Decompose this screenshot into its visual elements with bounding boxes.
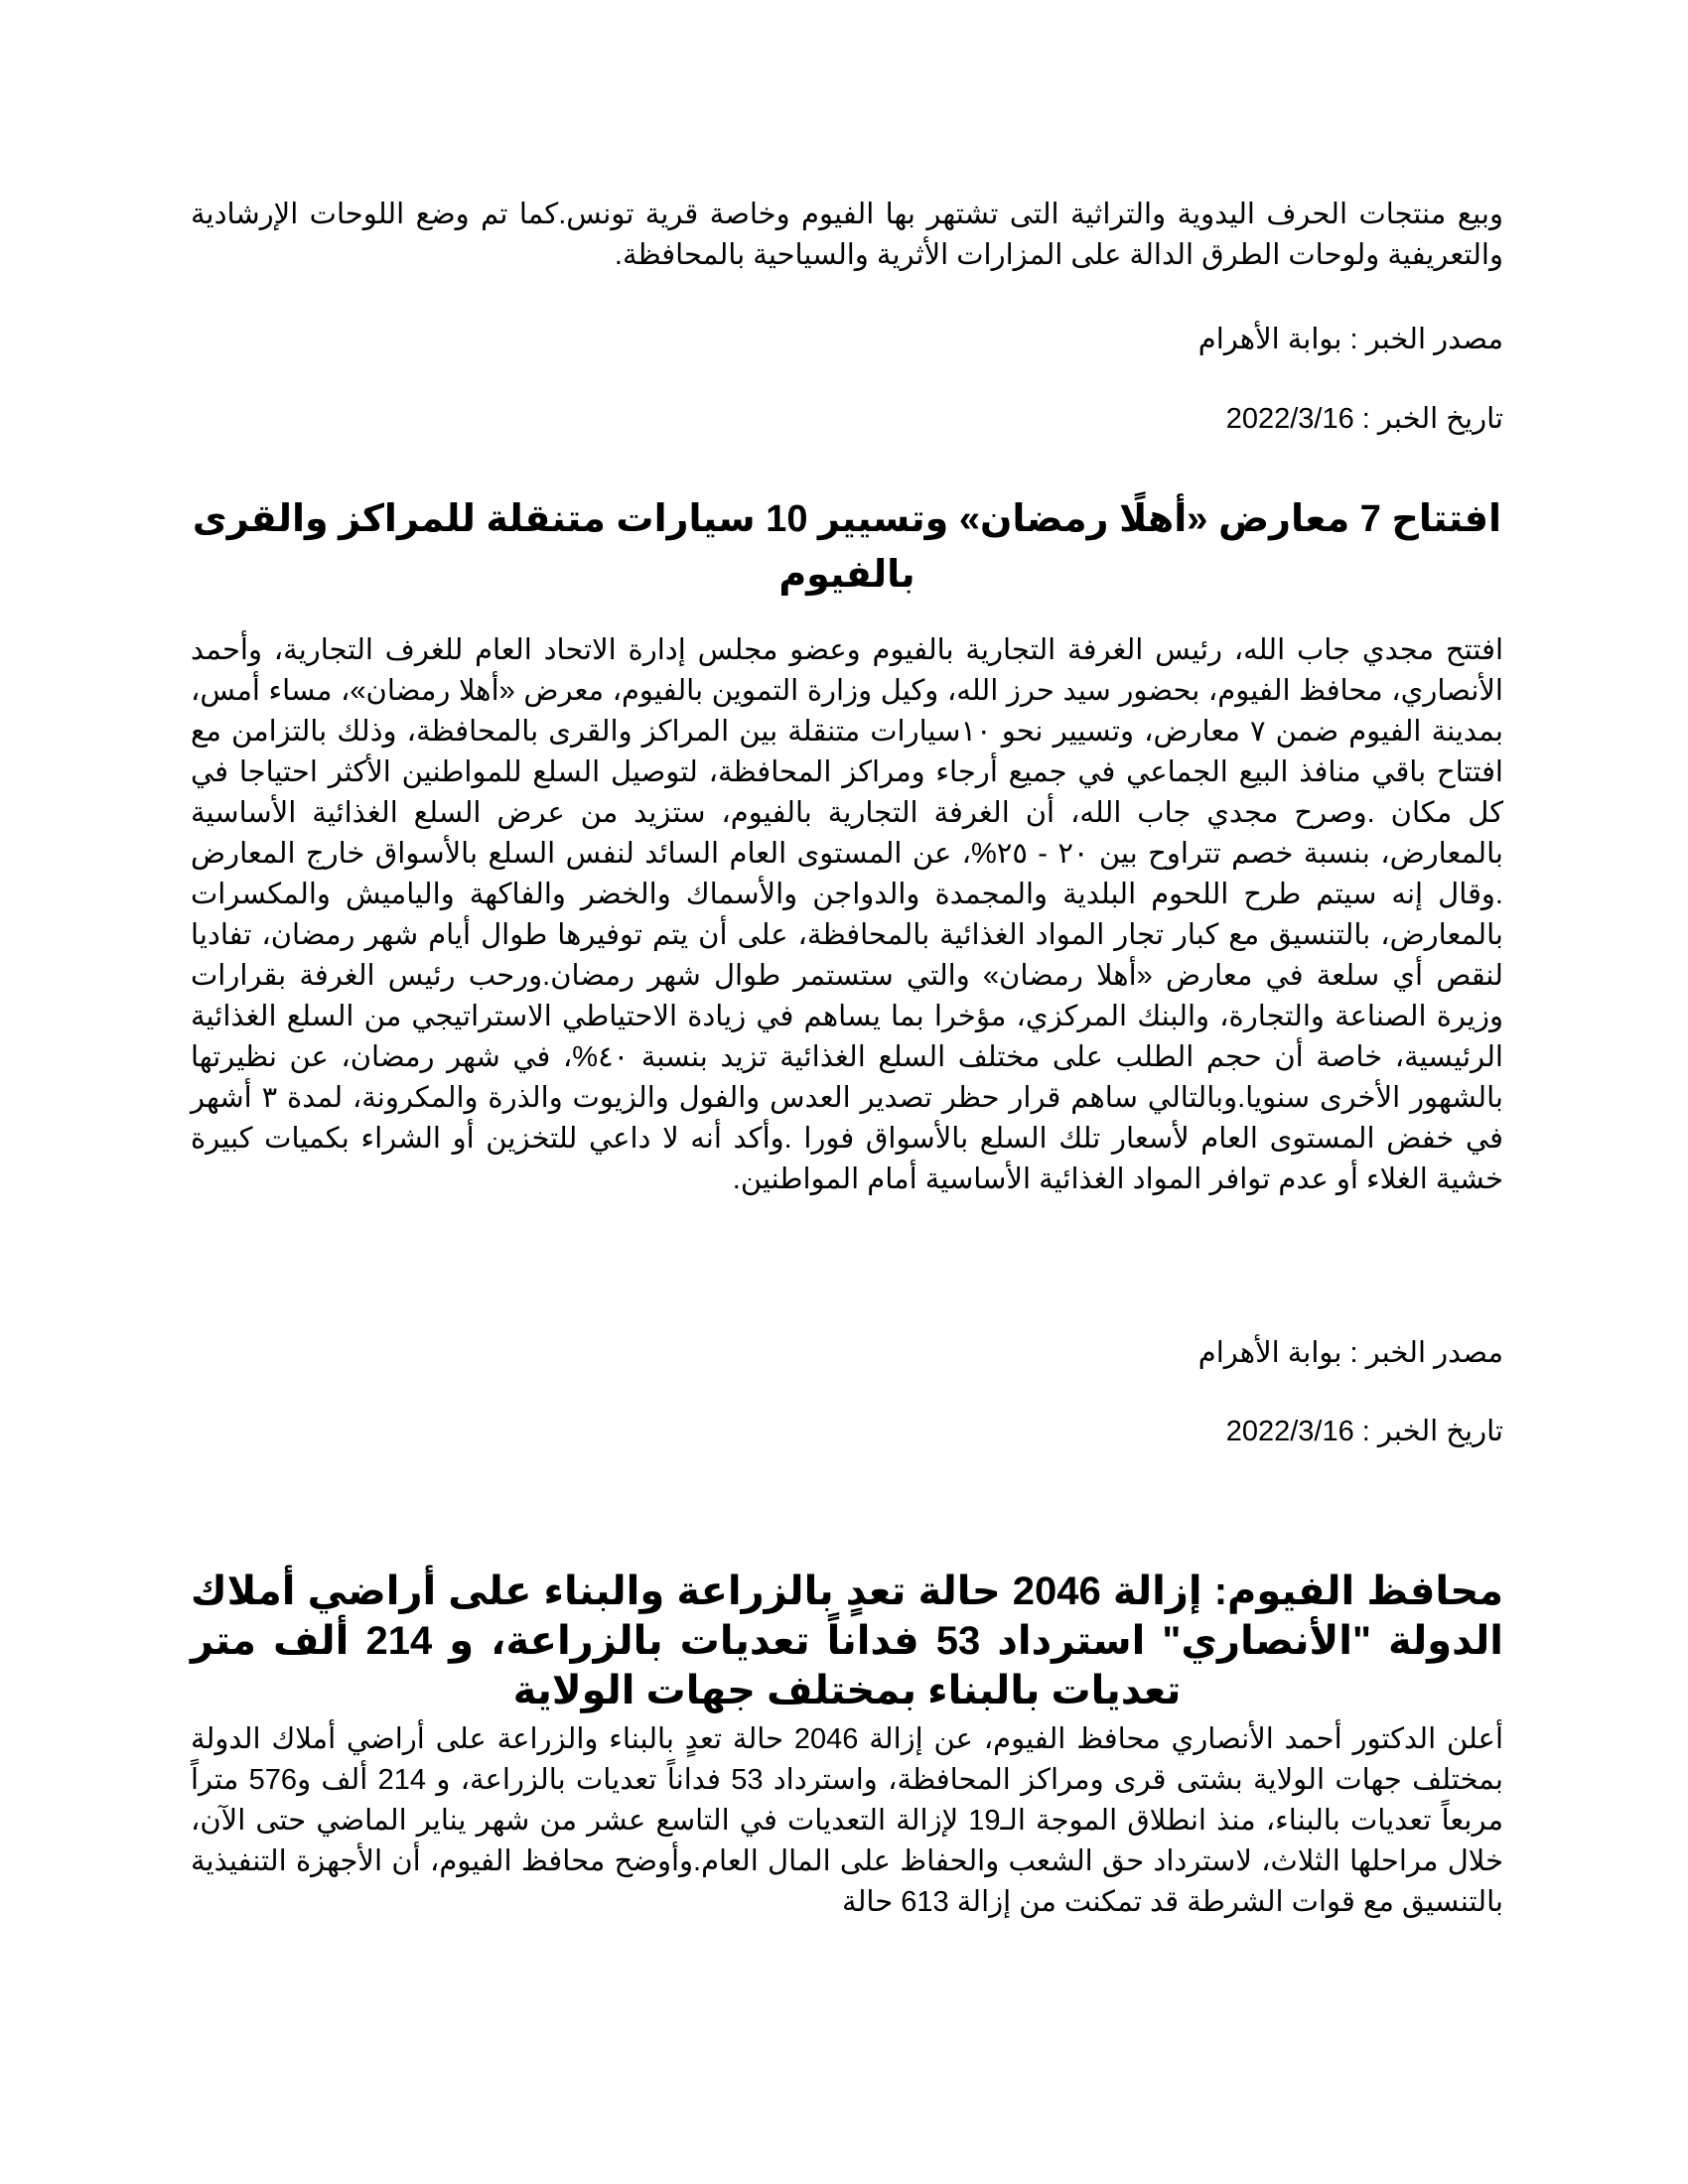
article-title: محافظ الفيوم: إزالة 2046 حالة تعدٍ بالزراعة والبناء على أراضي أملاك الدولة "الأنصاري" استرداد 53 فداناً تعديات بالزراعة، و 214 ألف متر تعديات بالبناء بمختلف جهات الولاية <box>191 1570 1504 1712</box>
news-source: مصدر الخبر : بوابة الأهرام <box>1197 324 1503 355</box>
intro-paragraph: وبيع منتجات الحرف اليدوية والتراثية التى تشتهر بها الفيوم وخاصة قرية تونس.كما تم وضع اللوحات الإرشادية والتعريفية ولوحات الطرق الدالة على المزارات الأثرية والسياحية بالمحافظة. <box>191 199 1503 271</box>
news-source: مصدر الخبر : بوابة الأهرام <box>1197 1337 1503 1369</box>
news-date: تاريخ الخبر : 2022/3/16 <box>1225 1416 1503 1447</box>
news-date: تاريخ الخبر : 2022/3/16 <box>1225 403 1503 435</box>
article-title: افتتاح 7 معارض «أهلًا رمضان» وتسيير 10 سيارات متنقلة للمراكز والقرى بالفيوم <box>192 498 1502 596</box>
article-body: افتتح مجدي جاب الله، رئيس الغرفة التجارية بالفيوم وعضو مجلس إدارة الاتحاد العام للغرف التجارية، وأحمد الأنصاري، محافظ الفيوم، بحضور سيد حرز الله، وكيل وزارة التموين بالفيوم، معرض «أهلا رمضان»، مساء أمس، بمدينة الفيوم ضمن ٧ معارض، وتسيير نحو ١٠سيارات متنقلة بين المراكز والقرى بالمحافظة، وذلك بالتزامن مع افتتاح باقي منافذ البيع الجماعي في جميع أرجاء ومراكز المحافظة، لتوصيل السلع للمواطنين الأكثر احتياجا في كل مكان .وصرح مجدي جاب الله، أن الغرفة التجارية بالفيوم، ستزيد من عرض السلع الغذائية الأساسية بالمعارض، بنسبة خصم تتراوح بين ٢٠ - ٢٥%، عن المستوى العام السائد لنفس السلع بالأسواق خارج المعارض .وقال إنه سيتم طرح اللحوم البلدية والمجمدة والدواجن والأسماك والخضر والفاكهة والياميش والمكسرات بالمعارض، بالتنسيق مع كبار تجار المواد الغذائية بالمحافظة، على أن يتم توفيرها طوال أيام شهر رمضان، تفاديا لنقص أي سلعة في معارض «أهلا رمضان» والتي ستستمر طوال شهر رمضان.ورحب رئيس الغرفة بقرارات وزيرة الصناعة والتجارة، والبنك المركزي، مؤخرا بما يساهم في زيادة الاحتياطي الاستراتيجي من السلع الغذائية الرئيسية، خاصة أن حجم الطلب على مختلف السلع الغذائية تزيد بنسبة ٤٠%، في شهر رمضان، عن نظيرتها بالشهور الأخرى سنويا.وبالتالي ساهم قرار حظر تصدير العدس والفول والزيوت والذرة والمكرونة، لمدة ٣ أشهر في خفض المستوى العام لأسعار تلك السلع بالأسواق فورا .وأكد أنه لا داعي للتخزين أو الشراء بكميات كبيرة خشية الغلاء أو عدم توافر المواد الغذائية الأساسية أمام المواطنين. <box>191 634 1504 1195</box>
article-body: أعلن الدكتور أحمد الأنصاري محافظ الفيوم، عن إزالة 2046 حالة تعدٍ بالبناء والزراعة على أراضي أملاك الدولة بمختلف جهات الولاية بشتى قرى ومراكز المحافظة، واسترداد 53 فداناً تعديات بالزراعة، و 214 ألف و576 متراً مربعاً تعديات بالبناء، منذ انطلاق الموجة الـ19 لإزالة التعديات في التاسع عشر من شهر يناير الماضي حتى الآن، خلال مراحلها الثلاث، لاسترداد حق الشعب والحفاظ على المال العام.وأوضح محافظ الفيوم، أن الأجهزة التنفيذية بالتنسيق مع قوات الشرطة قد تمكنت من إزالة 613 حالة <box>191 1723 1504 1918</box>
